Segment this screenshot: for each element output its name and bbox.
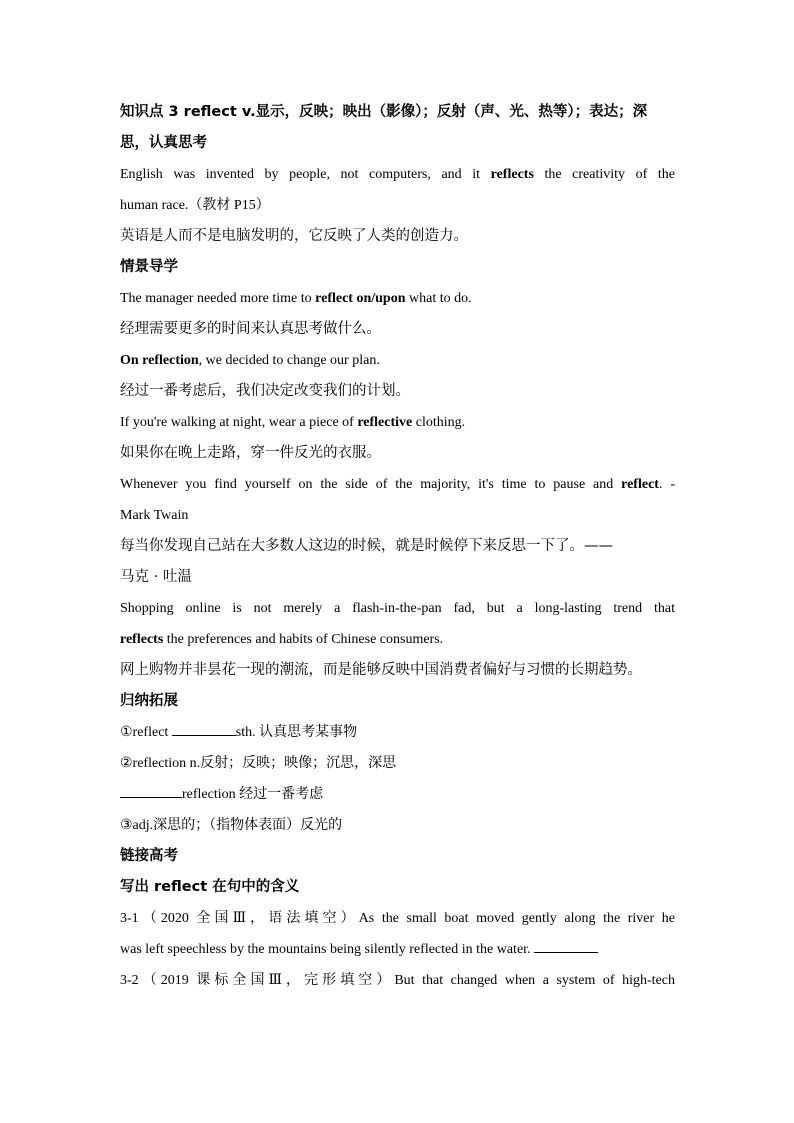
knowledge-point-heading-cont: 思，认真思考 <box>120 135 207 151</box>
answer-blank[interactable] <box>534 951 598 953</box>
example-2-zh: 经过一番考虑后，我们决定改变我们的计划。 <box>120 383 410 399</box>
example-1-en <box>120 283 675 314</box>
question-3-1: 3-1（2020 全国Ⅲ，语法填空）As the small boat moved gently along the river he <box>120 911 675 926</box>
fill-blank[interactable] <box>172 734 236 736</box>
keyword: reflects <box>490 167 534 182</box>
document-body <box>120 97 675 996</box>
gaokao-subtitle: 写出 reflect 在句中的含义 <box>120 879 300 895</box>
keyword: reflect <box>621 477 659 492</box>
text-run: clothing. <box>412 415 466 430</box>
example-1-zh: 经理需要更多的时间来认真思考做什么。 <box>120 321 381 337</box>
question-3-1-cont <box>120 934 675 965</box>
keyword: On reflection <box>120 353 199 368</box>
text-run: what to do. <box>405 291 472 306</box>
summary-item-1 <box>120 717 675 748</box>
example-4-zh: 每当你发现自己站在大多数人这边的时候，就是时候停下来反思一下了。—— <box>120 538 613 554</box>
text-run: the preferences and habits of Chinese consumers. <box>163 632 444 647</box>
text-run: was left speechless by the mountains being silently reflected in the water. <box>120 942 535 957</box>
summary-item-4: ③adj.深思的；（指物体表面）反光的 <box>120 818 343 833</box>
example-5-zh: 网上购物并非昙花一现的潮流，而是能够反映中国消费者偏好与习惯的长期趋势。 <box>120 662 642 678</box>
example-2-en <box>120 345 675 376</box>
text-run: If you're walking at night, wear a piece of <box>120 415 358 430</box>
example-5-en: Shopping online is not merely a flash-in-the-pan fad, but a long-lasting trend that <box>120 601 675 616</box>
example-5-en-cont <box>120 624 675 655</box>
text-run: Whenever you find yourself on the side of the majority, it's time to pause and <box>120 477 622 492</box>
gaokao-section-title: 链接高考 <box>120 848 178 864</box>
text-run: the creativity of the <box>533 167 675 182</box>
context-section-title: 情景导学 <box>120 259 178 275</box>
example-3-en <box>120 407 675 438</box>
text-run: English was invented by people, not computers, and it <box>120 167 491 182</box>
question-3-2: 3-2（2019 课标全国Ⅲ，完形填空）But that changed when a system of high-tech <box>120 973 675 988</box>
textbook-example-en-cont: human race.（教材 P15） <box>120 198 270 213</box>
example-4-en <box>120 469 675 500</box>
knowledge-point-heading: 知识点 3 reflect v.显示，反映；映出（影像）；反射（声、光、热等）；表达；深 <box>120 104 648 120</box>
keyword: reflects <box>120 632 164 647</box>
summary-section-title: 归纳拓展 <box>120 693 178 709</box>
textbook-example-zh: 英语是人而不是电脑发明的，它反映了人类的创造力。 <box>120 228 468 244</box>
keyword: reflective <box>357 415 413 430</box>
text-run: . - <box>658 477 675 492</box>
keyword: reflect on/upon <box>315 291 406 306</box>
example-4-zh-cont: 马克 · 吐温 <box>120 569 192 585</box>
text-run: , we decided to change our plan. <box>198 353 380 368</box>
summary-item-3 <box>120 779 675 810</box>
text-run: reflection 经过一番考虑 <box>182 787 324 802</box>
textbook-example-en <box>120 159 675 190</box>
example-4-en-cont: Mark Twain <box>120 508 189 523</box>
summary-item-2: ②reflection n.反射；反映；映像；沉思，深思 <box>120 756 397 771</box>
fill-blank[interactable] <box>120 796 182 798</box>
text-run: ①reflect <box>120 725 172 740</box>
example-3-zh: 如果你在晚上走路，穿一件反光的衣服。 <box>120 445 381 461</box>
text-run: sth. 认真思考某事物 <box>235 725 358 740</box>
text-run: The manager needed more time to <box>120 291 316 306</box>
